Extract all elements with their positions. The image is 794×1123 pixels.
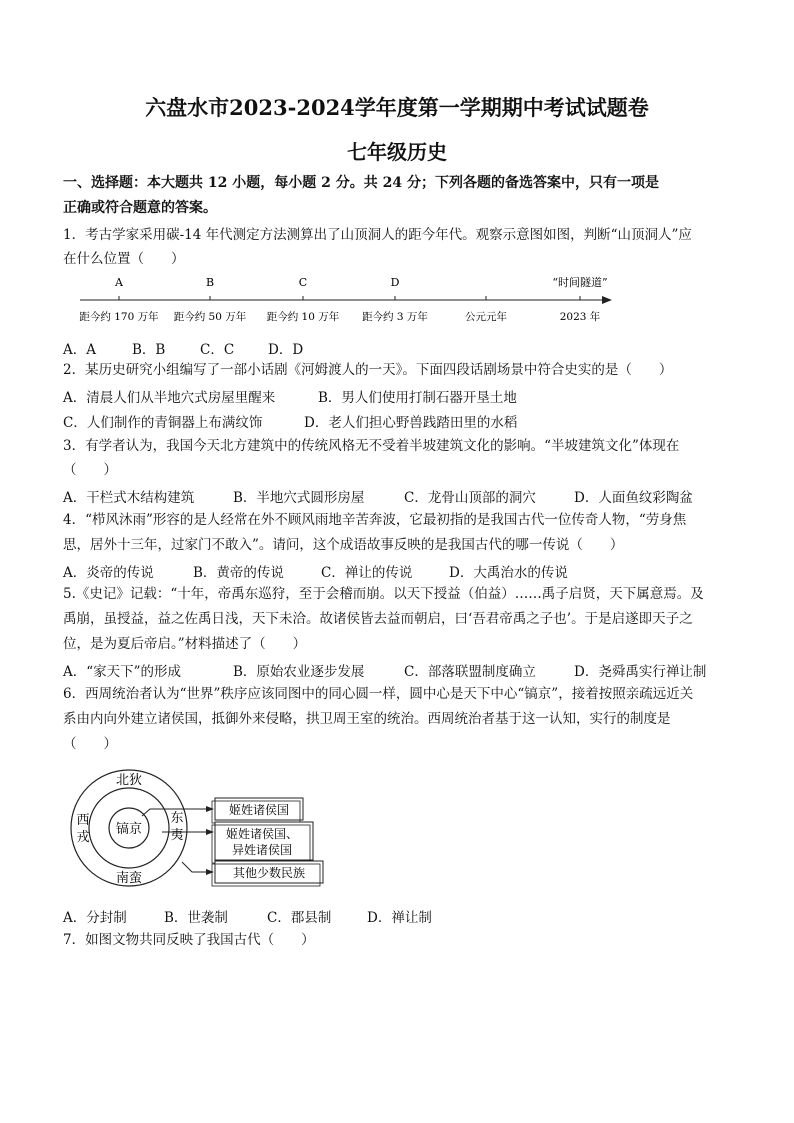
timeline-marker-c: C xyxy=(298,276,308,289)
q3-option-a[interactable]: A．干栏式木结构建筑 xyxy=(63,490,195,506)
label-south-man: 南蛮 xyxy=(115,871,143,886)
q5-stem-line2: 禹崩，虽授益，益之佐禹日浅，天下未洽。故诸侯皆去益而朝启，曰‘吾君帝禹之子也’。于是启遂即天子之 xyxy=(63,611,693,627)
box-ji-states-label: 姬姓诸侯国 xyxy=(228,803,290,817)
q6-concentric-diagram xyxy=(66,764,336,894)
timeline-label-2023: 2023 年 xyxy=(559,311,601,323)
label-east-yi-1: 东 xyxy=(170,811,184,826)
q3-stem-line1: 3．有学者认为，我国今天北方建筑中的传统风格无不受着半坡建筑文化的影响。“半坡建筑文化”体现在 xyxy=(63,438,680,454)
q6-stem-line1: 6．西周统治者认为“世界”秩序应该同图中的同心圆一样，圆中心是天下中心“镐京”，接着按照亲疏远近关 xyxy=(63,686,694,702)
q6-option-c[interactable]: C．郡县制 xyxy=(267,910,332,926)
q6-stem-line3: （ ） xyxy=(63,736,117,752)
timeline-label-50: 距今约 50 万年 xyxy=(173,311,247,323)
q3-option-c[interactable]: C．龙骨山顶部的洞穴 xyxy=(404,490,536,506)
arrow-right-icon-3 xyxy=(206,869,214,875)
box-ji-yi-label-1: 姬姓诸侯国、 xyxy=(225,827,299,841)
exam-title: 六盘水市2023-2024学年度第一学期期中考试试题卷 xyxy=(145,95,649,120)
timeline-marker-d: D xyxy=(390,276,400,289)
q1-option-a[interactable]: A．A xyxy=(63,342,96,358)
q2-option-a[interactable]: A．清晨人们从半地穴式房屋里醒来 xyxy=(63,390,276,406)
section-heading-line2: 正确或符合题意的答案。 xyxy=(63,200,217,216)
label-west-rong-2: 戎 xyxy=(76,830,90,845)
arrow-right-icon-1 xyxy=(206,806,214,812)
q4-stem-line2: 思，居外十三年，过家门不敢入”。请问，这个成语故事反映的是我国古代的哪一传说（ ） xyxy=(63,537,624,553)
label-east-yi-2: 夷 xyxy=(170,828,184,843)
q6-stem-line2: 系由内向外建立诸侯国，抵御外来侵略，拱卫周王室的统治。西周统治者基于这一认知，实行的制度是 xyxy=(63,711,671,727)
timeline-marker-a: A xyxy=(115,276,123,289)
q5-option-d[interactable]: D．尧舜禹实行禅让制 xyxy=(574,664,707,680)
section-heading-line1: 一、选择题：本大题共 12 小题，每小题 2 分。共 24 分；下列各题的备选答案中，只有一项是 xyxy=(63,175,659,191)
q2-option-b[interactable]: B．男人们使用打制石器开垦土地 xyxy=(318,390,517,406)
q1-option-b[interactable]: B．B xyxy=(132,342,166,358)
q1-option-d[interactable]: D．D xyxy=(268,342,304,358)
timeline-label-170: 距今约 170 万年 xyxy=(79,311,159,323)
q2-stem: 2．某历史研究小组编写了一部小话剧《河姆渡人的一天》。下面四段话剧场景中符合史实的是（ ） xyxy=(63,362,673,378)
q4-option-d[interactable]: D．大禹治水的传说 xyxy=(449,565,568,581)
arrow-right-icon-2 xyxy=(206,829,214,835)
box-ji-yi-label-2: 异姓诸侯国 xyxy=(231,843,293,857)
q3-option-d[interactable]: D．人面鱼纹彩陶盆 xyxy=(574,490,693,506)
connector-outer xyxy=(182,862,206,872)
q1-stem-line2: 在什么位置（ ） xyxy=(63,251,185,267)
q5-option-a[interactable]: A．“家天下”的形成 xyxy=(63,664,182,680)
q6-option-b[interactable]: B．世袭制 xyxy=(164,910,228,926)
timeline-marker-b: B xyxy=(205,276,215,289)
q2-option-c[interactable]: C．人们制作的青铜器上布满纹饰 xyxy=(63,415,263,431)
q1-option-c[interactable]: C．C xyxy=(200,342,235,358)
timeline-label-ad1: 公元元年 xyxy=(465,311,507,323)
label-north-di: 北狄 xyxy=(115,773,143,788)
q5-stem-line3: 位，是为夏后帝启。”材料描述了（ ） xyxy=(63,636,307,652)
q1-timeline xyxy=(66,270,626,332)
q6-option-d[interactable]: D．禅让制 xyxy=(367,910,432,926)
q3-stem-line2: （ ） xyxy=(63,462,117,478)
q5-option-b[interactable]: B．原始农业逐步发展 xyxy=(233,664,365,680)
label-west-rong-1: 西 xyxy=(76,813,90,828)
timeline-label-10: 距今约 10 万年 xyxy=(266,311,340,323)
q5-option-c[interactable]: C．部落联盟制度确立 xyxy=(404,664,536,680)
box-minorities-label: 其他少数民族 xyxy=(232,866,306,880)
q7-stem: 7．如图文物共同反映了我国古代（ ） xyxy=(63,932,315,948)
q4-stem-line1: 4．“栉风沐雨”形容的是人经常在外不顾风雨地辛苦奔波，它最初指的是我国古代一位传奇人物，“劳身焦 xyxy=(63,512,687,528)
q4-option-a[interactable]: A．炎帝的传说 xyxy=(63,565,154,581)
q1-stem-line1: 1．考古学家采用碳-14 年代测定方法测算出了山顶洞人的距今年代。观察示意图如图，判断“山顶洞人”应 xyxy=(63,227,692,243)
q3-option-b[interactable]: B．半地穴式圆形房屋 xyxy=(233,490,365,506)
label-center-haojing: 镐京 xyxy=(115,822,143,837)
timeline-label-3: 距今约 3 万年 xyxy=(362,311,428,323)
q6-option-a[interactable]: A．分封制 xyxy=(63,910,127,926)
timeline-ticks xyxy=(119,296,580,300)
q4-option-c[interactable]: C．禅让的传说 xyxy=(321,565,413,581)
exam-subtitle: 七年级历史 xyxy=(347,140,447,164)
q5-stem-line1: 5.《史记》记载：“十年，帝禹东巡狩，至于会稽而崩。以天下授益（伯益）……禹子启贤，天下属意焉。及 xyxy=(63,586,704,602)
q4-option-b[interactable]: B．黄帝的传说 xyxy=(193,565,284,581)
q2-option-d[interactable]: D．老人们担心野兽践踏田里的水稻 xyxy=(304,415,518,431)
timeline-tunnel-label: “时间隧道” xyxy=(552,276,608,289)
timeline-arrow-icon xyxy=(602,296,612,304)
